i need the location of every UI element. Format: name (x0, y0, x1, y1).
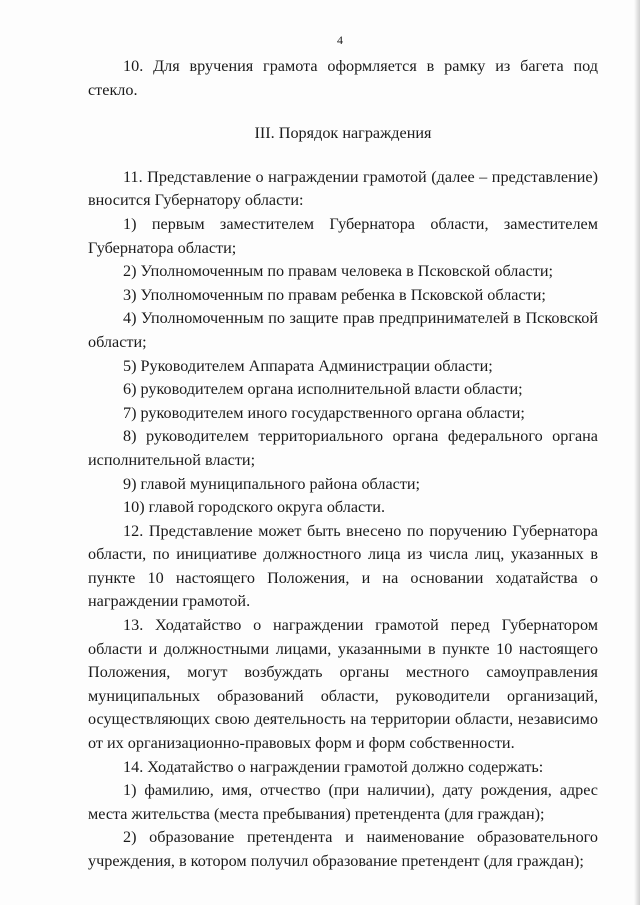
list-item-2: 2) Уполномоченным по правам человека в Псковской области; (123, 262, 553, 281)
list-item-1: 1) первым заместителем Губернатора области, заместителем Губернатора области; (88, 214, 598, 257)
list-item-3: 3) Уполномоченным по правам ребенка в Псковской области; (123, 285, 546, 304)
requirement-item-2: 2) образование претендента и наименование образовательного учреждения, в котором получил образование претендент (для граждан); (88, 828, 598, 870)
section-heading: III. Порядок награждения (254, 124, 432, 143)
paragraph-11: 11. Представление о награждении грамотой (далее – представление) вносится Губернатору области: (88, 167, 598, 210)
list-item-6: 6) руководителем органа исполнительной власти области; (123, 380, 523, 399)
list-item-7: 7) руководителем иного государственного органа области; (123, 403, 525, 422)
requirement-item-1: 1) фамилию, имя, отчество (при наличии), дату рождения, адрес места жительства (места пребывания) претендента (для граждан); (88, 781, 598, 823)
paragraph-12: 12. Представление может быть внесено по поручению Губернатора области, по инициативе должностного лица из числа лиц, указанных в пункте 10 настоящего Положения, и на основании ходатайства о награждении грамотой. (88, 521, 598, 611)
list-item-8: 8) руководителем территориального органа федерального органа исполнительной власти; (88, 427, 598, 469)
paragraph-10: 10. Для вручения грамота оформляется в рамку из багета под стекло. (88, 57, 598, 99)
page-edge-shadow (634, 0, 640, 905)
page-number: 4 (337, 33, 343, 47)
list-item-9: 9) главой муниципального района области; (123, 474, 421, 493)
paragraph-14: 14. Ходатайство о награждении грамотой должно содержать: (123, 757, 544, 776)
list-item-4: 4) Уполномоченным по защите прав предпринимателей в Псковской области; (88, 309, 598, 351)
list-item-5: 5) Руководителем Аппарата Администрации области; (123, 356, 493, 375)
list-item-10: 10) главой городского округа области. (123, 498, 385, 517)
paragraph-13: 13. Ходатайство о награждении грамотой перед Губернатором области и должностными лицами, указанными в пункте 10 настоящего Положения, могут возбуждать органы местного самоуправления муниципальных образований области, руководители организаций, осуществляющих свою деятельность на территории области, независимо от их организационно-правовых форм и форм собственности. (88, 616, 598, 753)
document-body (88, 55, 598, 874)
